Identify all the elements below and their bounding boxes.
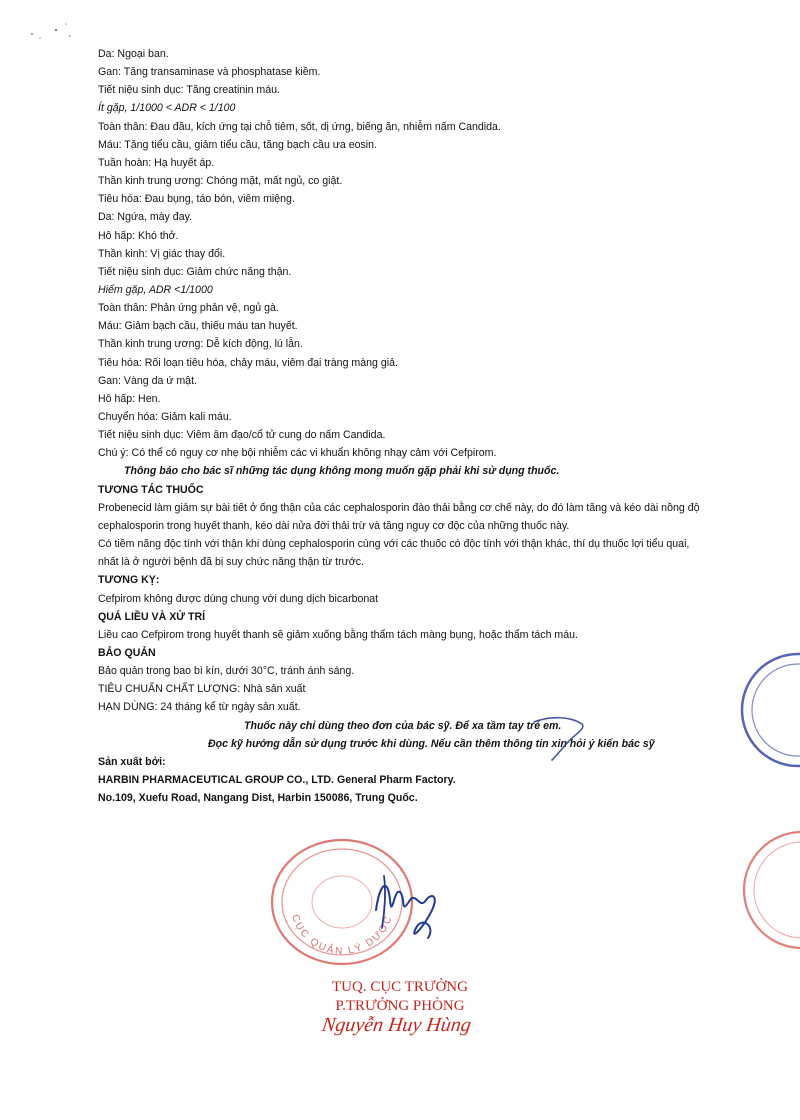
text-line: Bảo quản trong bao bì kín, dưới 30°C, tránh ánh sáng. [98,665,355,678]
partial-red-stamp [720,830,800,950]
text-line: Da: Ngứa, mày đay. [98,211,193,224]
text-line: Chú ý: Có thể có nguy cơ nhẹ bội nhiễm các vi khuẩn không nhạy cảm với Cefpirom. [98,447,497,460]
text-line: Thần kinh trung ương: Chóng mặt, mất ngủ, co giật. [98,175,343,187]
section-heading: QUÁ LIỀU VÀ XỬ TRÍ [98,610,206,623]
signature-title-line2: P.TRƯỞNG PHÒNG [335,998,465,1014]
text-line: Tiêu hóa: Rối loạn tiêu hóa, chảy máu, viêm đại tràng màng giả. [98,356,398,369]
section-heading: TƯƠNG KỴ: [98,574,160,587]
section-heading: Sản xuất bởi: [98,755,166,768]
section-heading: HARBIN PHARMACEUTICAL GROUP CO., LTD. General Pharm Factory. [98,774,456,786]
text-line: Hô hấp: Hen. [98,392,161,405]
text-line: Da: Ngoại ban. [98,48,169,60]
signer-name: Nguyễn Huy Hùng [320,1014,473,1036]
text-line: TIÊU CHUẨN CHẤT LƯỢNG: Nhà sản xuất [98,683,306,696]
text-line: Tiêu hóa: Đau bụng, táo bón, viêm miệng. [98,193,295,206]
section-heading: No.109, Xuefu Road, Nangang Dist, Harbin 150086, Trung Quốc. [98,792,418,805]
scan-speckles [26,8,86,48]
text-line: Tiết niệu sinh dục: Giảm chức năng thận. [98,265,292,278]
text-line: Cefpirom không được dùng chung với dung dịch bicarbonat [98,592,379,605]
ink-mark [530,714,590,764]
text-line: Ít gặp, 1/1000 < ADR < 1/100 [98,102,236,115]
partial-blue-stamp [716,650,800,770]
text-line: Có tiềm năng độc tính với thận khi dùng cephalosporin cùng với các thuốc có độc tính với thận khác, thí dụ thuốc lợi tiểu quai, [98,538,690,550]
text-line: nhất là ở người bệnh đã bị suy chức năng thận từ trước. [98,556,364,569]
text-line: Thần kinh trung ương: Dễ kích động, lú lẫn. [98,338,303,351]
section-heading: TƯƠNG TÁC THUỐC [98,483,204,496]
text-line: Tiết niệu sinh dục: Tăng creatinin máu. [98,84,280,97]
text-line: Thuốc này chỉ dùng theo đơn của bác sỹ. Để xa tầm tay trẻ em. [244,719,562,732]
text-line: Hiếm gặp, ADR <1/1000 [98,283,213,296]
text-line: HẠN DÙNG: 24 tháng kể từ ngày sản xuất. [98,701,301,714]
text-line: Toàn thân: Phản ứng phản vệ, ngủ gà. [98,302,279,315]
text-line: Máu: Tăng tiểu cầu, giảm tiểu cầu, tăng bạch cầu ưa eosin. [98,138,377,151]
text-line: Tuần hoàn: Hạ huyết áp. [98,156,215,169]
text-line: Máu: Giảm bạch cầu, thiếu máu tan huyết. [98,320,298,333]
text-line: Thần kinh: Vị giác thay đổi. [98,247,226,260]
text-line: Chuyển hóa: Giảm kali máu. [98,411,232,423]
text-line: cephalosporin trong huyết thanh, kéo dài nửa đời thải trừ và tăng nguy cơ độc của những thuốc này. [98,519,570,532]
text-line: Gan: Vàng da ứ mật. [98,374,197,387]
text-line: Thông báo cho bác sĩ những tác dụng không mong muốn gặp phải khi sử dụng thuốc. [124,465,560,478]
section-heading: BẢO QUẢN [98,646,156,659]
text-line: Toàn thân: Đau đầu, kích ứng tại chỗ tiêm, sốt, dị ứng, biếng ăn, nhiễm nấm Candida. [98,120,501,133]
text-line: Liều cao Cefpirom trong huyết thanh sẽ giảm xuống bằng thẩm tách màng bụng, hoặc thẩm tách máu. [98,628,578,641]
handwritten-signature [370,870,450,946]
text-line: Probenecid làm giảm sự bài tiết ở ống thận của các cephalosporin đào thải bằng cơ chế này, do đó làm tăng và kéo dài nồng độ [98,501,700,514]
signature-title-line1: TUQ. CỤC TRƯỞNG [332,979,468,995]
text-line: Đọc kỹ hướng dẫn sử dụng trước khi dùng. Nếu cần thêm thông tin xin hỏi ý kiến bác sỹ [208,737,655,750]
text-line: Tiết niệu sinh dục: Viêm âm đạo/cổ tử cung do nấm Candida. [98,429,386,442]
text-line: Hô hấp: Khó thở. [98,229,179,242]
svg-text:CỤC QUẢN LÝ DƯỢC: CỤC QUẢN LÝ DƯỢC [288,913,396,958]
text-line: Gan: Tăng transaminase và phosphatase kiềm. [98,66,321,79]
